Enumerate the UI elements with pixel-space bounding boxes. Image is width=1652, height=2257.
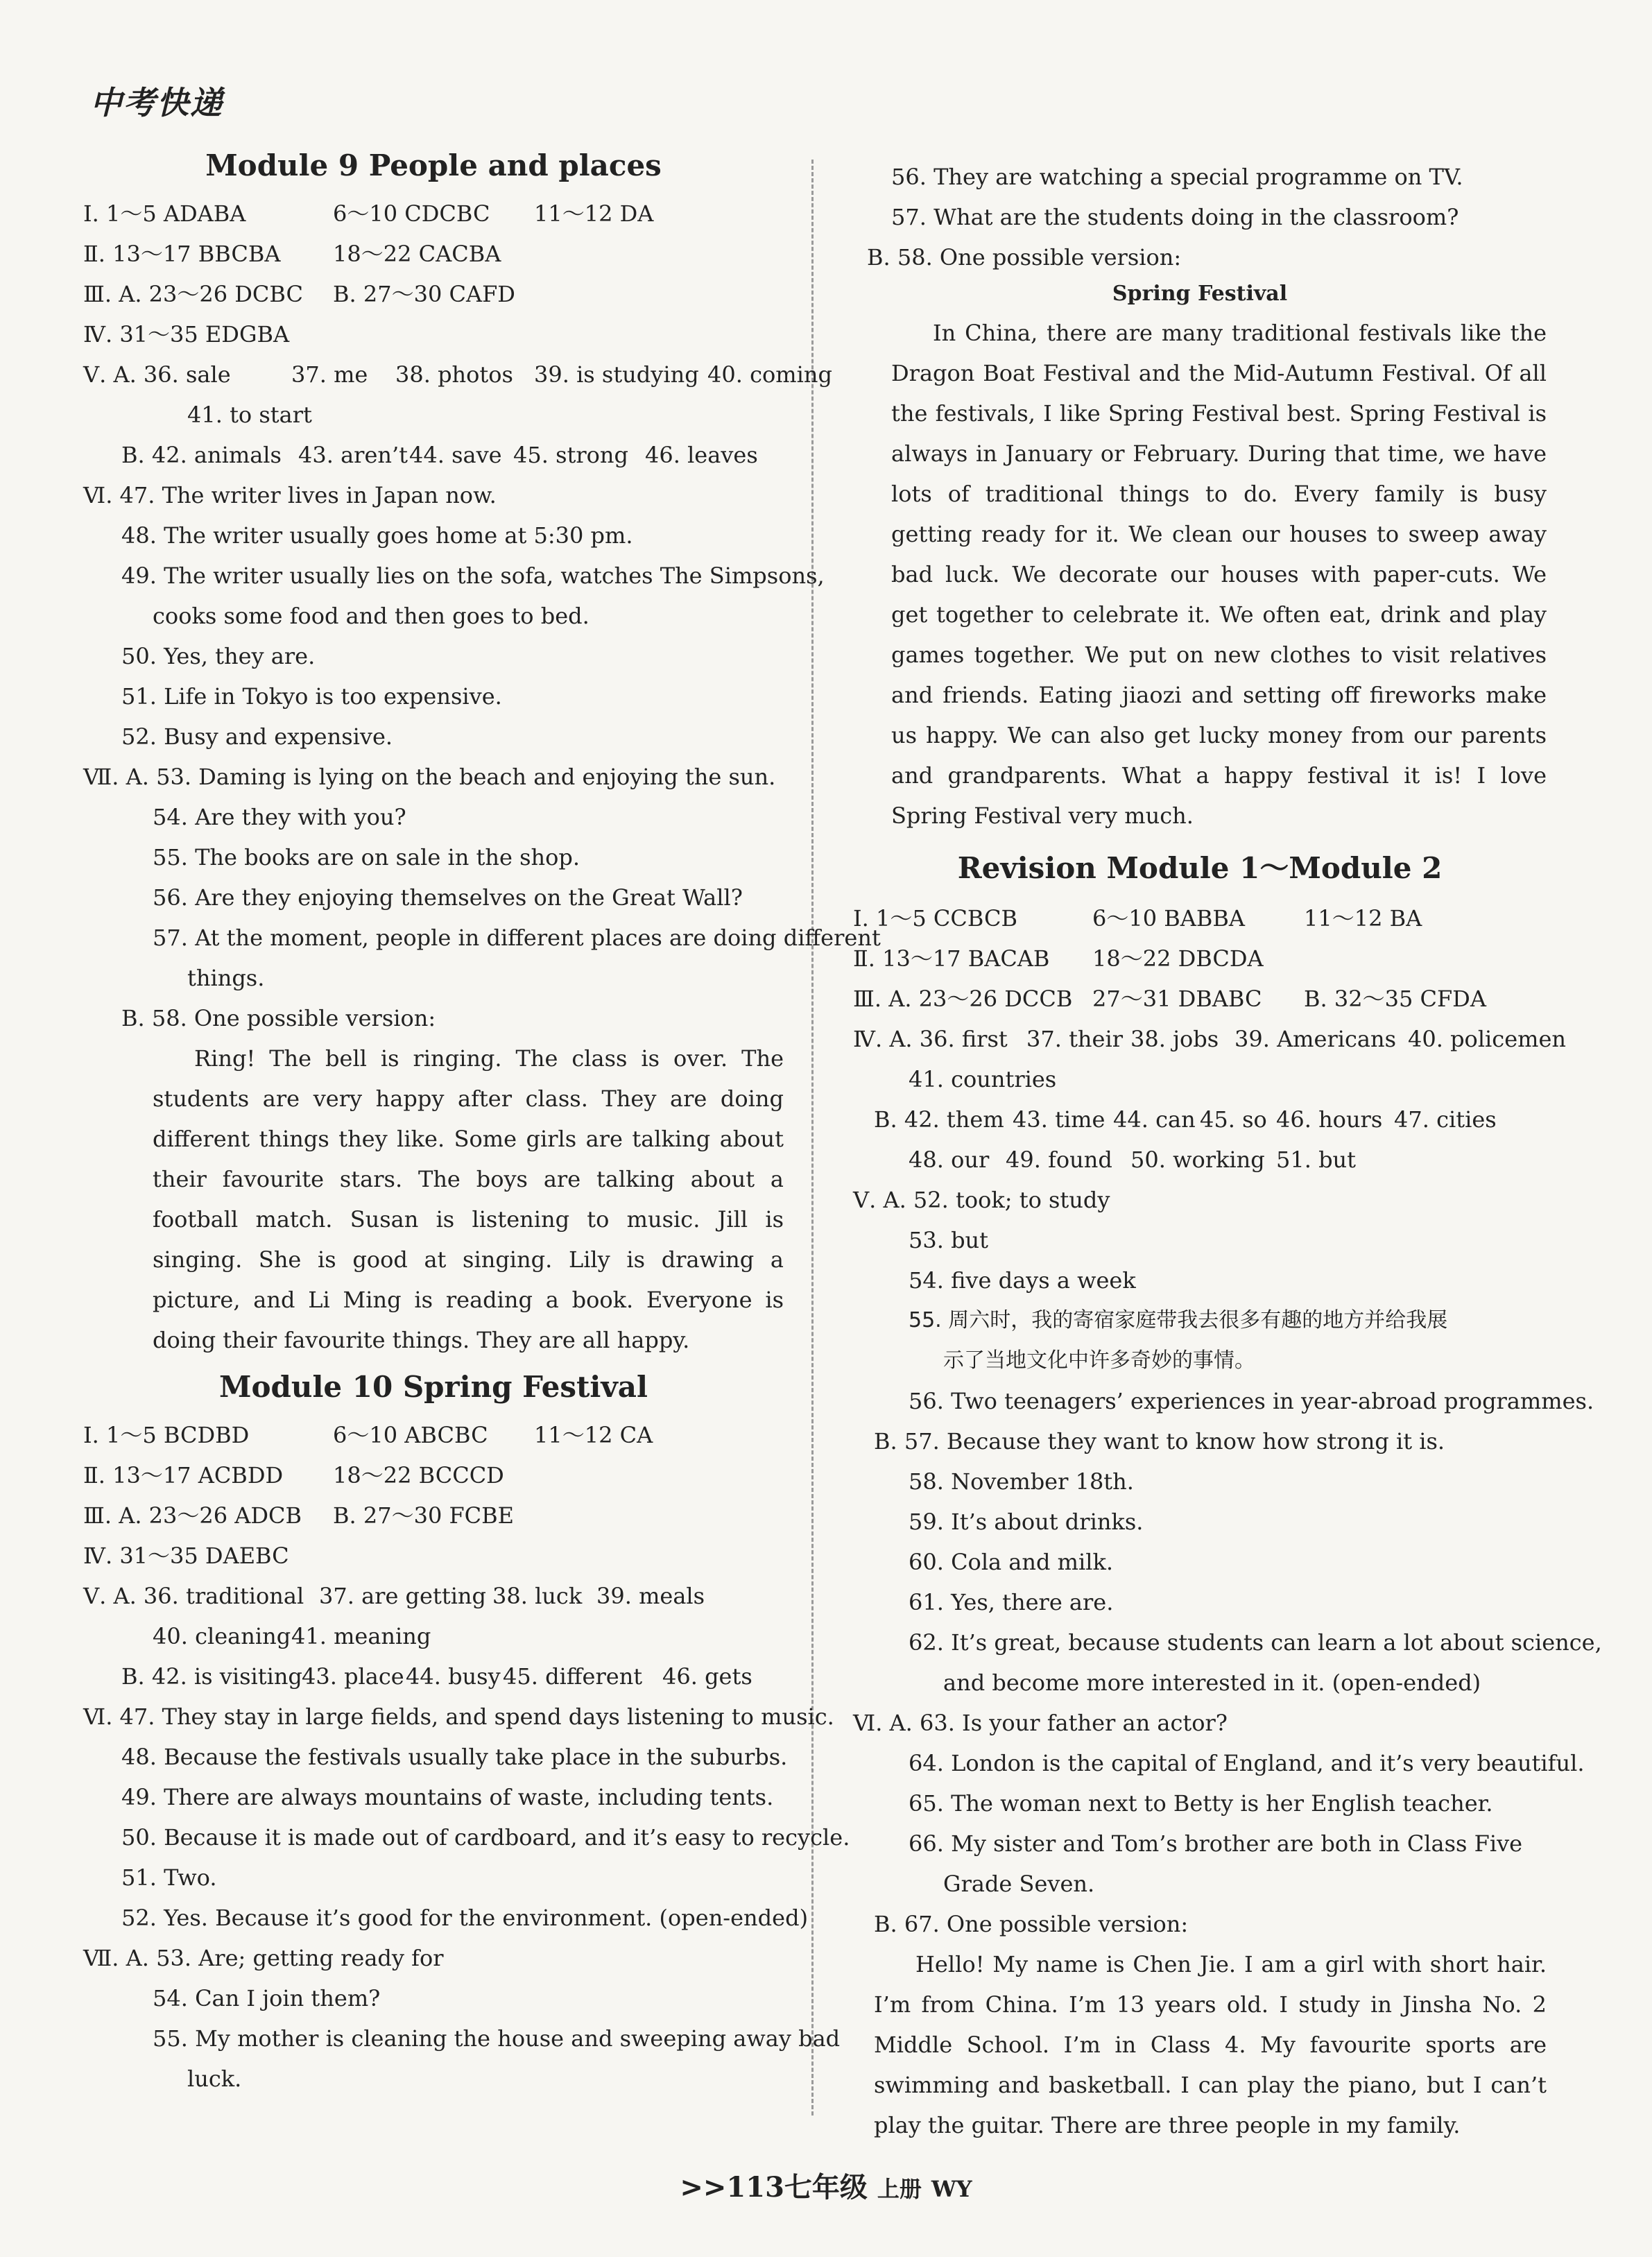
answer-row: Ⅲ. A. 23～26 ADCB B. 27～30 FCBE (83, 1502, 515, 1529)
answer-line: Ⅶ. A. 53. Daming is lying on the beach and enjoying the sun. (83, 764, 776, 790)
answer-line: 54. five days a week (909, 1267, 1136, 1294)
arrow-icon: >> (680, 2172, 727, 2204)
page-footer (0, 2165, 1652, 2205)
answer-line: 59. It’s about drinks. (909, 1509, 1144, 1535)
grade-label: 七年级 (784, 2172, 868, 2204)
answer-line: luck. (187, 2066, 242, 2092)
answer-line: B. 67. One possible version: (874, 1911, 1189, 1937)
answer-line: 48. The writer usually goes home at 5:30 pm. (121, 522, 633, 549)
answer-row: Ⅱ. 13～17 BACAB 18～22 DBCDA (853, 945, 1264, 972)
answer-line: 65. The woman next to Betty is her English teacher. (909, 1790, 1493, 1817)
answer-line: B. 57. Because they want to know how strong it is. (874, 1428, 1445, 1454)
answer-line: B. 58. One possible version: (867, 244, 1182, 271)
brand-title: 中考快递 (90, 84, 223, 121)
answer-line: 55. The books are on sale in the shop. (153, 844, 580, 870)
essay-revision: Hello! My name is Chen Jie. I am a girl with short hair. I’m from China. I’m 13 years old. I study in Jinsha No. 2 Middle School. I’m in Class 4. My favourite sports are swimming and basketball. I can play the piano, but I can’t play the guitar. There are three people in my family. (874, 1951, 1547, 2138)
answer-row: Ⅴ. A. 36. traditional 37. are getting 38. luck 39. meals (83, 1583, 705, 1609)
answer-row: Ⅰ. 1～5 BCDBD 6～10 ABCBC 11～12 CA (83, 1422, 653, 1448)
answer-row: Ⅱ. 13～17 ACBDD 18～22 BCCCD (83, 1462, 504, 1488)
answer-line: 54. Are they with you? (153, 804, 406, 830)
answer-line: 52. Busy and expensive. (121, 723, 393, 750)
left-column (83, 139, 881, 2099)
answer-line: 51. Two. (121, 1864, 217, 1891)
answer-line: 56. Are they enjoying themselves on the Great Wall? (153, 884, 743, 911)
answer-line: 50. Yes, they are. (121, 643, 316, 669)
answer-row: Ⅳ. 31～35 EDGBA (83, 321, 290, 347)
answer-row: Ⅳ. A. 36. first 37. their 38. jobs 39. Americans 40. policemen (853, 1026, 1567, 1052)
right-column (853, 157, 1602, 2145)
revision-title: Revision Module 1～Module 2 (957, 851, 1443, 885)
answer-line-chinese: 55. 周六时，我的寄宿家庭带我去很多有趣的地方并给我展 (909, 1308, 1448, 1332)
answer-line: Ⅵ. 47. They stay in large fields, and spend days listening to music. (83, 1704, 834, 1730)
answer-line: 51. Life in Tokyo is too expensive. (121, 683, 502, 710)
answer-row: Ⅳ. 31～35 DAEBC (83, 1543, 289, 1569)
answer-line: B. 58. One possible version: (121, 1005, 436, 1031)
answer-line: 50. Because it is made out of cardboard, and it’s easy to recycle. (121, 1824, 850, 1851)
answer-line: 62. It’s great, because students can learn a lot about science, (909, 1629, 1602, 1656)
answer-line: 54. Can I join them? (153, 1985, 381, 2011)
answer-line-chinese: 示了当地文化中许多奇妙的事情。 (943, 1348, 1255, 1373)
answer-line: 49. There are always mountains of waste, including tents. (121, 1784, 774, 1810)
answer-line: 52. Yes. Because it’s good for the environment. (open-ended) (121, 1905, 809, 1931)
answer-line: 56. Two teenagers’ experiences in year-abroad programmes. (909, 1388, 1594, 1414)
answer-line: things. (187, 965, 265, 991)
answer-line: Grade Seven. (943, 1871, 1095, 1897)
answer-row: Ⅰ. 1～5 CCBCB 6～10 BABBA 11～12 BA (853, 905, 1422, 932)
answer-line: cooks some food and then goes to bed. (153, 603, 590, 629)
answer-line: 49. The writer usually lies on the sofa, watches The Simpsons, (121, 563, 825, 589)
answer-line: 58. November 18th. (909, 1468, 1134, 1495)
module9-title: Module 9 People and places (205, 148, 662, 182)
essay-spring-festival: In China, there are many traditional festivals like the Dragon Boat Festival and the Mid-Autumn Festival. Of all the festivals, I like Spring Festival best. Spring Festival is always in January or February. During that time, we have lots of traditional things to do. Every family is busy getting ready for it. We clean our houses to sweep away bad luck. We decorate our houses with paper-cuts. We get together to celebrate it. We often eat, drink and play games together. We put on new clothes to visit relatives and friends. Eating jiaozi and setting off fireworks make us happy. We can also get lucky money from our parents and grandparents. What a happy festival it is! I love Spring Festival very much. (891, 320, 1547, 829)
answer-row: 48. our 49. found 50. working 51. but (909, 1147, 1357, 1173)
answer-line: 61. Yes, there are. (909, 1589, 1114, 1615)
answer-line: Ⅵ. A. 63. Is your father an actor? (853, 1710, 1228, 1736)
module10-title: Module 10 Spring Festival (219, 1370, 648, 1404)
answer-row: 41. countries (909, 1066, 1057, 1092)
answer-line: 57. At the moment, people in different places are doing different (153, 925, 881, 951)
answer-line: Ⅵ. 47. The writer lives in Japan now. (83, 482, 497, 508)
answer-line: 48. Because the festivals usually take place in the suburbs. (121, 1744, 788, 1770)
answer-line: Ⅴ. A. 52. took; to study (853, 1187, 1110, 1213)
answer-line: 53. but (909, 1227, 989, 1253)
answer-row: B. 42. them 43. time 44. can 45. so 46. hours 47. cities (874, 1106, 1497, 1133)
edition-label: WY (931, 2176, 972, 2202)
answer-row: Ⅲ. A. 23～26 DCCB 27～31 DBABC B. 32～35 CFDA (853, 986, 1486, 1012)
answer-line: 64. London is the capital of England, and it’s very beautiful. (909, 1750, 1585, 1776)
answer-row: 40. cleaning41. meaning (153, 1623, 431, 1649)
answer-row: Ⅴ. A. 36. sale 37. me 38. photos 39. is studying 40. coming (83, 361, 832, 388)
answer-row: Ⅱ. 13～17 BBCBA 18～22 CACBA (83, 241, 501, 267)
answer-row: B. 42. animals 43. aren’t44. save 45. strong 46. leaves (121, 442, 758, 468)
answer-line: 57. What are the students doing in the classroom? (891, 204, 1459, 230)
answer-row: Ⅰ. 1～5 ADABA 6～10 CDCBC 11～12 DA (83, 200, 654, 227)
term-label: 上册 (877, 2176, 922, 2202)
answer-line: 56. They are watching a special programme on TV. (891, 164, 1463, 190)
answer-line: 55. My mother is cleaning the house and sweeping away bad (153, 2025, 841, 2052)
essay-module9: Ring! The bell is ringing. The class is over. The students are very happy after class. They are doing different things they like. Some girls are talking about their favourite stars. The boys are talking about a football match. Susan is listening to music. Jill is singing. She is good at singing. Lily is drawing a picture, and Li Ming is reading a book. Everyone is doing their favourite things. They are all happy. (153, 1045, 784, 1353)
essay-title: Spring Festival (1112, 282, 1288, 306)
answer-row: B. 42. is visiting43. place44. busy 45. different 46. gets (121, 1663, 752, 1690)
answer-line: 60. Cola and milk. (909, 1549, 1114, 1575)
answer-line: Ⅶ. A. 53. Are; getting ready for (83, 1945, 444, 1971)
answer-line: 66. My sister and Tom’s brother are both in Class Five (909, 1830, 1523, 1857)
answer-line: and become more interested in it. (open-ended) (943, 1670, 1481, 1696)
answer-row: 41. to start (187, 402, 312, 428)
page-number: 113 (726, 2171, 784, 2204)
answer-row: Ⅲ. A. 23～26 DCBC B. 27～30 CAFD (83, 281, 515, 307)
